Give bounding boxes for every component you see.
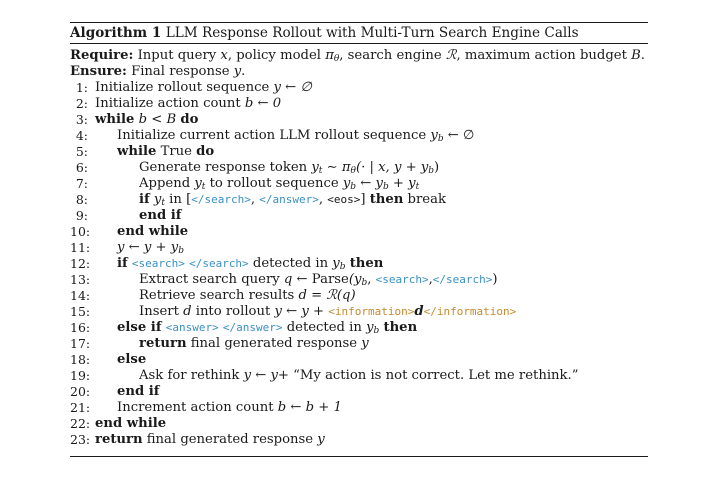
line-number: 2: (75, 96, 88, 111)
line-number: 1: (75, 80, 88, 95)
math: y ← y+ (243, 368, 289, 383)
algo-line-12 (70, 256, 648, 272)
keyword-else-if: else if (117, 320, 162, 335)
require-text: . (640, 48, 645, 63)
line-number: 17: (70, 336, 91, 351)
line-number: 7: (75, 176, 88, 191)
caption-label: Algorithm 1 (70, 25, 162, 41)
line-text: detected in (248, 256, 333, 271)
algo-line-23 (70, 432, 648, 448)
line-number: 22: (70, 416, 91, 431)
keyword-then: then (369, 192, 404, 207)
subscript: b (428, 166, 435, 176)
line-number: 10: (70, 224, 91, 239)
require-text: , maximum action budget (456, 48, 632, 63)
line-text: detected in (282, 320, 367, 335)
line-number: 21: (70, 400, 91, 415)
algorithm-lines (70, 80, 648, 448)
answer-close-tag: </answer> (259, 193, 319, 206)
algo-line-15 (70, 304, 648, 320)
math: y (317, 432, 325, 447)
keyword-end-if: end if (139, 208, 182, 223)
subscript: b (361, 278, 368, 288)
subscript: b (350, 182, 357, 192)
algo-line-4 (70, 128, 648, 144)
algo-line-14 (70, 288, 648, 304)
line-text: final generated response (186, 336, 362, 351)
math: , (367, 272, 376, 287)
math: ← y (356, 176, 383, 191)
line-text: final generated response (142, 432, 318, 447)
subscript: t (161, 198, 165, 208)
line-number: 20: (70, 384, 91, 399)
ensure-line (70, 64, 648, 80)
answer-close-tag: </answer> (222, 321, 283, 334)
algo-line-10 (70, 224, 648, 240)
line-text: Insert (139, 304, 184, 319)
algo-line-6 (70, 160, 648, 176)
algo-line-1 (70, 80, 648, 96)
math: (y (348, 272, 362, 287)
information-open-tag: <information> (328, 305, 415, 318)
math: y (332, 256, 340, 271)
line-number: 12: (70, 256, 91, 271)
caption-title: LLM Response Rollout with Multi-Turn Search Engine Calls (165, 25, 579, 41)
line-text: Append (139, 176, 195, 191)
line-text: Parse (311, 272, 349, 287)
line-text: Extract search query (139, 272, 284, 287)
line-text: Generate response token (139, 160, 312, 175)
math: d (183, 304, 192, 319)
math: y (366, 320, 374, 335)
algo-line-13 (70, 272, 648, 288)
separator: , (250, 192, 260, 207)
search-close-tag: </search> (189, 257, 249, 270)
algo-line-20 (70, 384, 648, 400)
algo-line-11 (70, 240, 648, 256)
caption-rule (70, 43, 648, 44)
math: y (430, 128, 438, 143)
line-text: “My action is not correct. Let me rethink.” (288, 368, 579, 383)
keyword-while: while (117, 144, 157, 159)
line-number: 19: (70, 368, 91, 383)
algo-line-3 (70, 112, 648, 128)
algo-line-21 (70, 400, 648, 416)
math: b ← b + 1 (277, 400, 342, 415)
algorithm-block (70, 22, 648, 448)
keyword-do: do (196, 144, 215, 159)
algo-line-7 (70, 176, 648, 192)
keyword-if: if (139, 192, 150, 207)
subscript: b (339, 262, 346, 272)
line-number: 14: (70, 288, 91, 303)
subscript: b (437, 134, 444, 144)
require-text: , search engine (339, 48, 446, 63)
math: y ← ∅ (273, 80, 312, 95)
line-number: 16: (70, 320, 91, 335)
algo-line-2 (70, 96, 648, 112)
line-number: 18: (70, 352, 91, 367)
line-text: Ask for rethink (139, 368, 244, 383)
search-open-tag: <search> (375, 273, 429, 286)
line-number: 11: (70, 240, 91, 255)
separator: , (318, 192, 328, 207)
math: y (342, 176, 351, 191)
math: ) (434, 160, 440, 175)
line-text: break (403, 192, 446, 207)
line-number: 4: (75, 128, 88, 143)
math: d = ℛ(q) (298, 288, 356, 303)
subscript: b (373, 326, 380, 336)
var-pi: π (325, 48, 334, 63)
line-text: Initialize rollout sequence (95, 80, 274, 95)
line-number: 23: (70, 432, 91, 447)
algo-line-16 (70, 320, 648, 336)
algo-line-17 (70, 336, 648, 352)
math: (· | x, y + y (355, 160, 429, 175)
keyword-then: then (349, 256, 384, 271)
math: + y (388, 176, 416, 191)
eos-tag: <eos> (327, 193, 361, 206)
line-text: to rollout sequence (205, 176, 343, 191)
keyword-end-while: end while (95, 416, 167, 431)
line-text: ] (360, 192, 370, 207)
var-x: x (220, 48, 228, 63)
ensure-text: Final response (131, 64, 234, 79)
bottom-rule (70, 456, 648, 457)
line-number: 15: (70, 304, 91, 319)
require-line (70, 48, 648, 64)
ensure-label: Ensure: (70, 64, 127, 79)
search-open-tag: <search> (131, 257, 185, 270)
subscript: t (415, 182, 420, 192)
math: ∼ π (322, 160, 351, 175)
line-number: 3: (75, 112, 88, 127)
preamble (70, 48, 648, 80)
math: y (311, 160, 319, 175)
math: ) (492, 272, 498, 287)
math: y (361, 336, 369, 351)
algo-line-9 (70, 208, 648, 224)
search-close-tag: </search> (432, 273, 493, 286)
answer-open-tag: <answer> (165, 321, 219, 334)
line-text: in [ (164, 192, 192, 207)
line-number: 13: (70, 272, 91, 287)
var-search-engine: ℛ (445, 48, 457, 63)
math: b ← 0 (244, 96, 282, 111)
subscript: t (318, 166, 323, 176)
subscript: b (178, 246, 184, 256)
keyword-else: else (117, 352, 147, 367)
ensure-text: . (241, 64, 246, 79)
math: y ← y + (274, 304, 329, 319)
information-close-tag: </information> (423, 305, 517, 318)
line-number: 6: (75, 160, 88, 175)
keyword-return: return (95, 432, 143, 447)
line-number: 9: (75, 208, 88, 223)
algo-line-8 (70, 192, 648, 208)
line-number: 5: (75, 144, 88, 159)
algo-line-18 (70, 352, 648, 368)
keyword-if: if (117, 256, 128, 271)
line-text: Retrieve search results (139, 288, 299, 303)
keyword-then: then (383, 320, 418, 335)
separator: , (428, 272, 433, 287)
math: ← ∅ (443, 128, 475, 143)
line-text: True (160, 144, 192, 159)
line-number: 8: (75, 192, 88, 207)
keyword-do: do (180, 112, 199, 127)
math: y (194, 176, 202, 191)
require-text: , policy model (227, 48, 326, 63)
math: y ← y + y (117, 240, 179, 255)
algorithm-caption (70, 23, 648, 43)
math: d (414, 304, 424, 319)
algo-line-5 (70, 144, 648, 160)
var-budget: B (631, 48, 641, 63)
require-label: Require: (70, 48, 134, 63)
subscript: t (201, 182, 206, 192)
subscript: θ (350, 166, 356, 176)
line-text: Initialize action count (95, 96, 245, 111)
algo-line-22 (70, 416, 648, 432)
var-y: y (233, 64, 242, 79)
math: q ← (283, 272, 312, 287)
keyword-end-while: end while (117, 224, 189, 239)
sub-theta: θ (333, 54, 340, 64)
math: b < B (138, 112, 177, 127)
line-text: into rollout (191, 304, 275, 319)
math: y (153, 192, 162, 207)
line-text: Increment action count (117, 400, 278, 415)
keyword-while: while (95, 112, 135, 127)
keyword-end-if: end if (117, 384, 160, 399)
search-close-tag: </search> (191, 193, 251, 206)
subscript: b (382, 182, 389, 192)
line-text: Initialize current action LLM rollout sequence (117, 128, 431, 143)
require-text: Input query (137, 48, 221, 63)
keyword-return: return (139, 336, 187, 351)
algo-line-19 (70, 368, 648, 384)
